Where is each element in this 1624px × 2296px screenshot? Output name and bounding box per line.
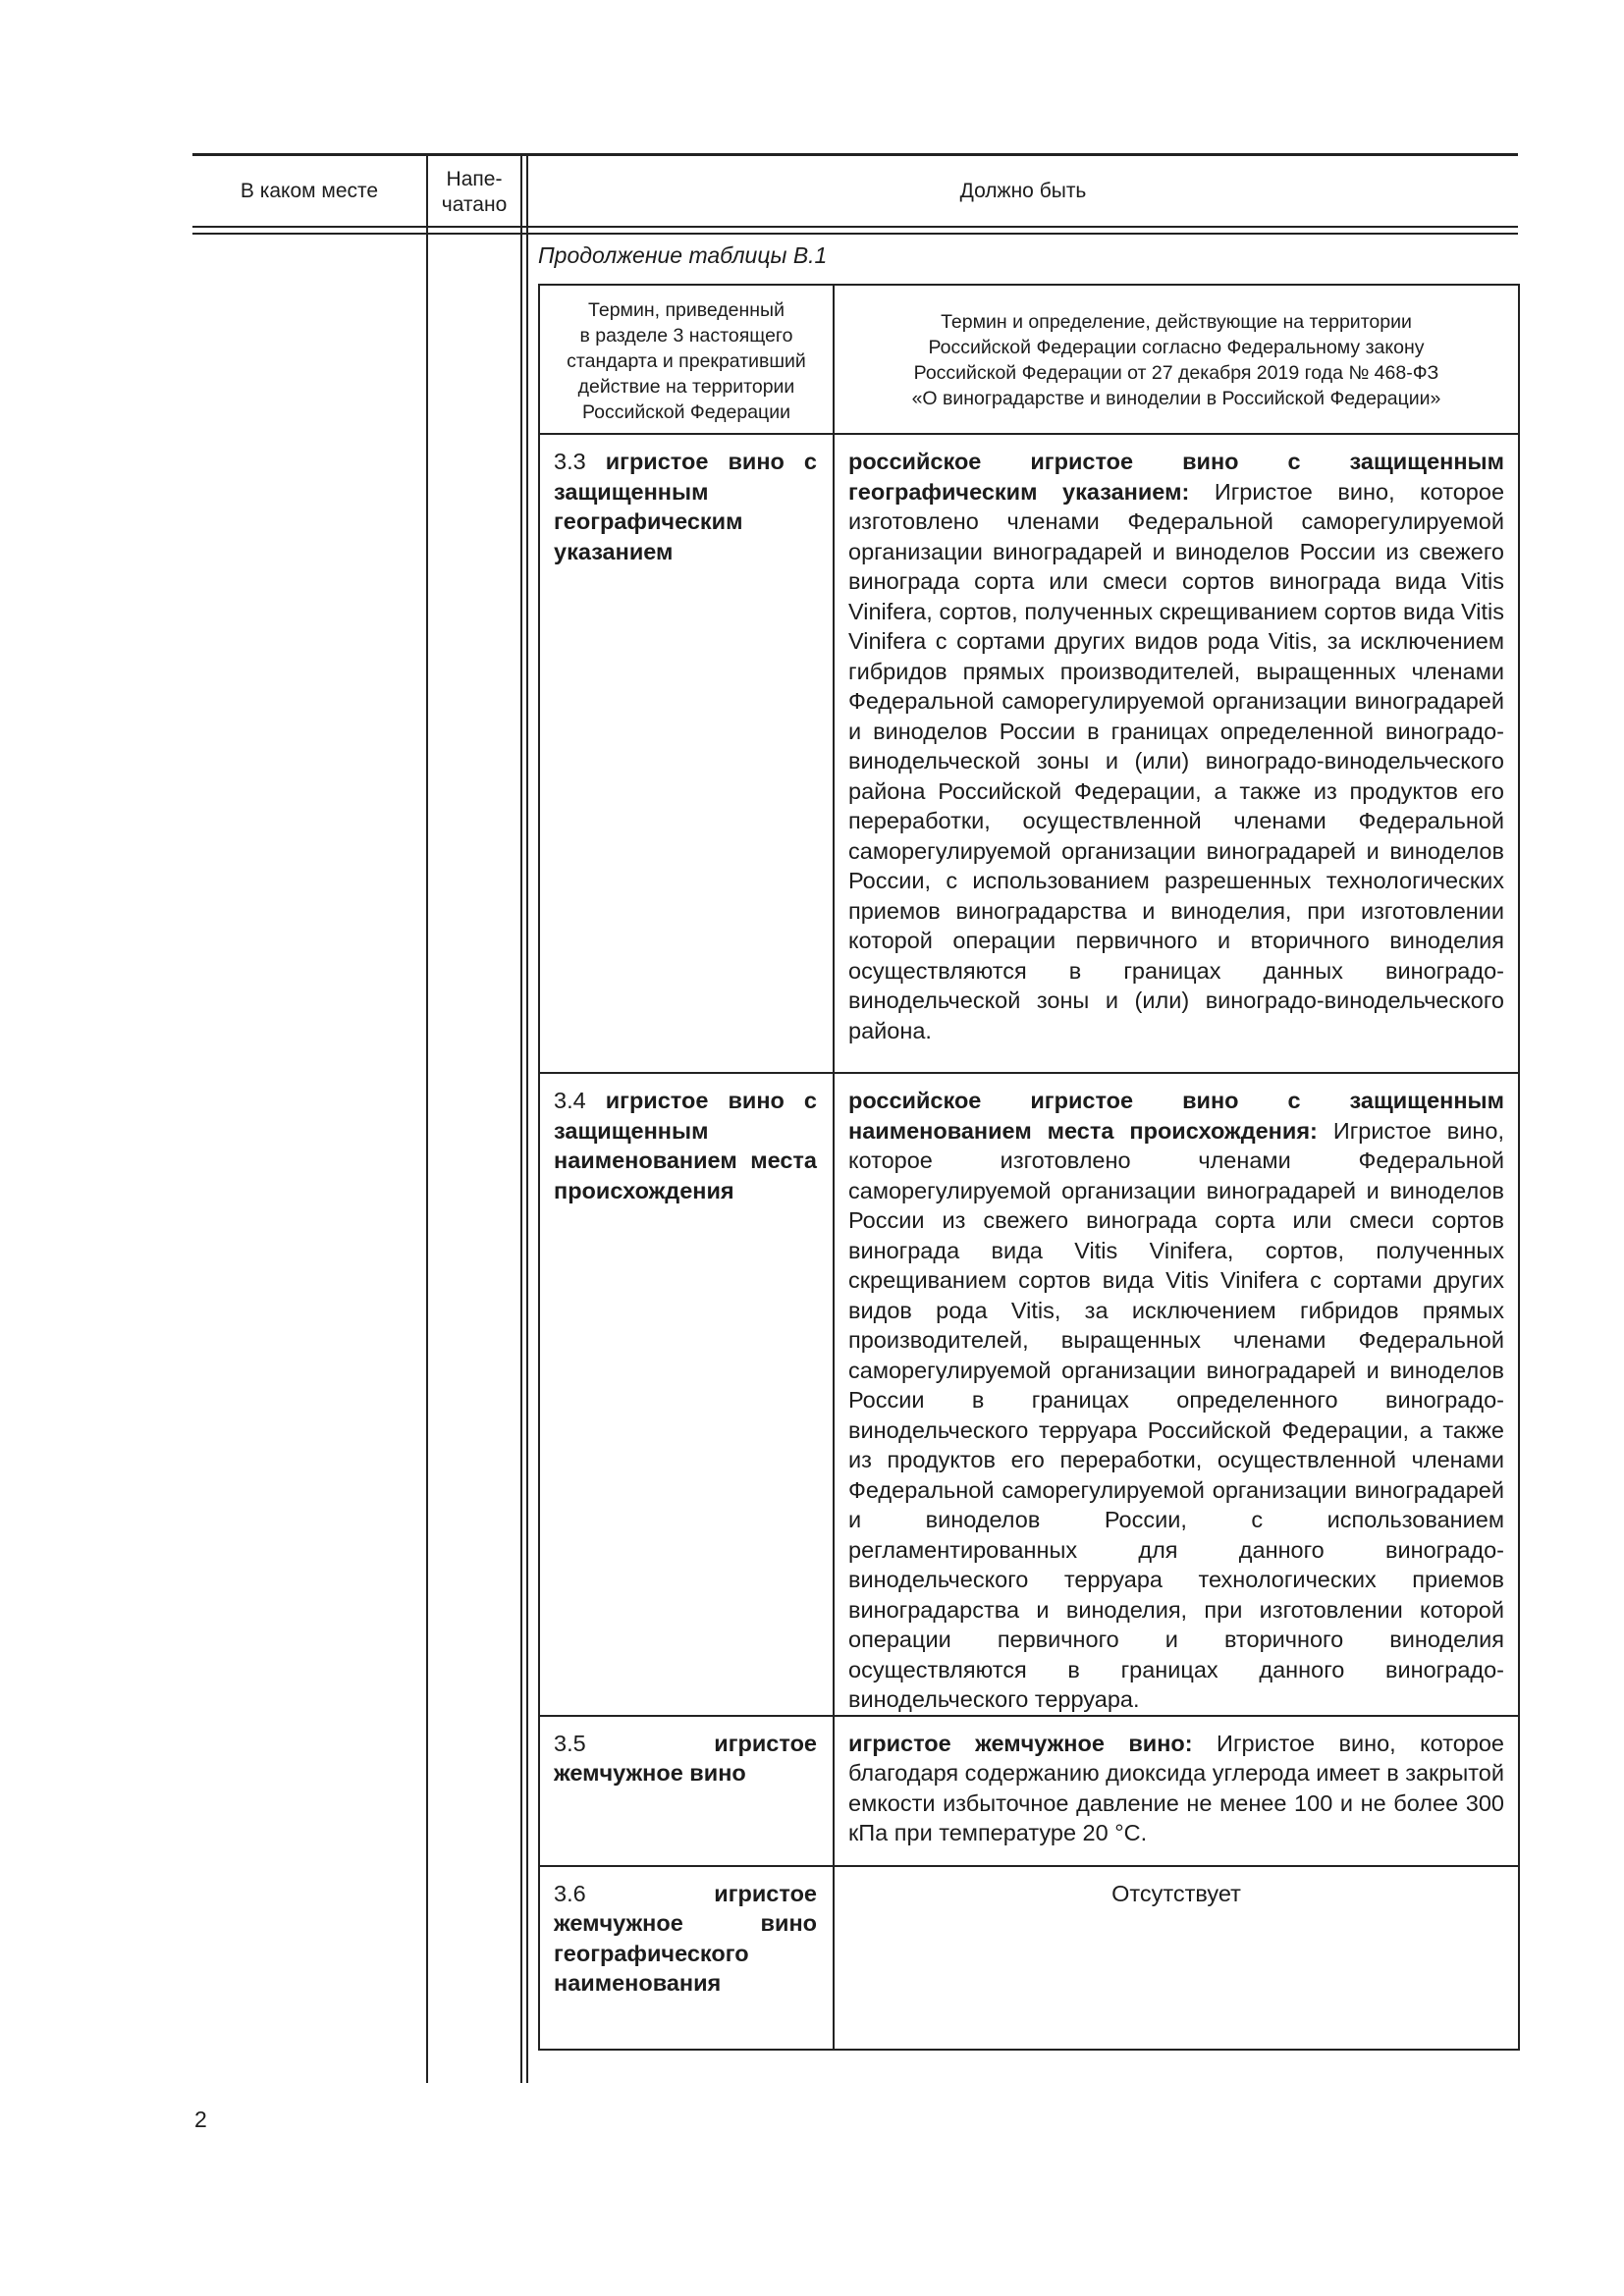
absent-label: Отсутствует <box>1111 1880 1241 1906</box>
header-rule <box>192 233 1518 235</box>
table-header-row <box>539 285 1519 434</box>
header-line: действие на территории <box>577 376 795 398</box>
header-printed-line: чатано <box>441 193 508 216</box>
header-line: «О виноградарстве и виноделии в Российской Федерации» <box>911 388 1441 409</box>
definition-term: российское игристое вино с защищенным наименованием места происхождения: <box>848 1088 1504 1144</box>
definition-cell <box>834 434 1519 1073</box>
definition-text: Игристое вино, которое изготовлено членами Федеральной саморегулируемой организации виноградарей и виноделов России из свежего винограда сорта или смеси сортов винограда вида Vitis Vinifera, сортов, полученных скрещиванием сортов вида Vitis Vinifera с сортами других видов рода Vitis, за исключением гибридов прямых производителей, выращенных членами Федеральной саморегулируемой организации виноградарей и виноделов России в границах определенного виноградо-винодельческого терруара Российской Федерации, а также из продуктов его переработки, осуществленной членами Федеральной саморегулируемой организации виноградарей и виноделов России, с использованием регламентированных для данного виноградо-винодельческого терруара технологических приемов виноградарства и виноделия, при изготовлении которой операции первичного и вторичного виноделия осуществляются в границах данного виноградо-винодельческого терруара. <box>848 1117 1504 1712</box>
header-printed-line: Напе- <box>446 168 503 190</box>
term-name: игристое жемчужное вино <box>554 1730 817 1786</box>
definition-text: Игристое вино, которое изготовлено членами Федеральной саморегулируемой организации виноградарей и виноделов России из свежего винограда сорта или смеси сортов винограда вида Vitis Vinifera, сортов, полученных скрещиванием сортов вида Vitis Vinifera с сортами других видов рода Vitis, за исключением гибридов прямых производителей, выращенных членами Федеральной саморегулируемой организации виноградарей и виноделов России в границах определенной виноградо-винодельческой зоны и (или) виноградо-винодельческого района Российской Федерации, а также из продуктов его переработки, осуществленной членами Федеральной саморегулируемой организации виноградарей и виноделов России, с использованием разрешенных технологических приемов виноградарства и виноделия, при изготовлении которой операции первичного и вторичного виноделия осуществляются в границах данных виноградо-винодельческой зоны и (или) виноградо-винодельческого района. <box>848 478 1505 1043</box>
header-line: стандарта и прекративший <box>567 350 806 372</box>
header-line: Российской Федерации согласно Федеральному закону <box>928 337 1425 358</box>
page-number: 2 <box>194 2107 207 2132</box>
table-row <box>539 1716 1519 1866</box>
definition-cell <box>834 1866 1519 2050</box>
header-should-be: Должно быть <box>959 180 1087 202</box>
term-number: 3.4 <box>554 1088 586 1113</box>
column-divider <box>426 153 428 2083</box>
header-line: Термин, приведенный <box>588 299 785 321</box>
term-number: 3.5 <box>554 1730 586 1756</box>
top-rule <box>192 153 1518 156</box>
header-line: Термин и определение, действующие на территории <box>941 311 1412 333</box>
header-printed <box>428 167 520 218</box>
table-row <box>539 1073 1519 1716</box>
definition-term: российское игристое вино с защищенным географическим указанием: <box>848 449 1504 505</box>
terms-table <box>538 284 1520 2051</box>
definition-cell <box>834 1073 1519 1716</box>
header-line: Российской Федерации от 27 декабря 2019 года № 468-ФЗ <box>913 362 1439 384</box>
term-name: игристое жемчужное вино географического наименования <box>554 1880 817 1996</box>
definition-text: Игристое вино, которое благодаря содержанию диоксида углерода имеет в закрытой емкости избыточное давление не менее 100 и не более 300 кПа при температуре 20 °С. <box>848 1730 1504 1845</box>
column-header-new-definition <box>834 285 1519 434</box>
table-caption: Продолжение таблицы В.1 <box>538 242 828 268</box>
header-rule <box>192 226 1518 228</box>
term-cell <box>539 1866 834 2050</box>
header-line: Российской Федерации <box>581 401 791 423</box>
table-row <box>539 434 1519 1073</box>
term-name: игристое вино с защищенным географическим указанием <box>554 449 817 564</box>
table-row <box>539 1866 1519 2050</box>
term-name: игристое вино с защищенным наименованием места происхождения <box>554 1088 817 1203</box>
term-cell <box>539 434 834 1073</box>
term-cell <box>539 1716 834 1866</box>
definition-cell <box>834 1716 1519 1866</box>
term-number: 3.3 <box>554 449 586 474</box>
header-line: в разделе 3 настоящего <box>579 325 793 347</box>
column-divider <box>526 153 528 2083</box>
term-number: 3.6 <box>554 1880 586 1906</box>
column-divider <box>520 153 522 2083</box>
term-cell <box>539 1073 834 1716</box>
column-header-old-term <box>539 285 834 434</box>
definition-term: игристое жемчужное вино: <box>848 1730 1193 1756</box>
header-where: В каком месте <box>240 180 379 202</box>
